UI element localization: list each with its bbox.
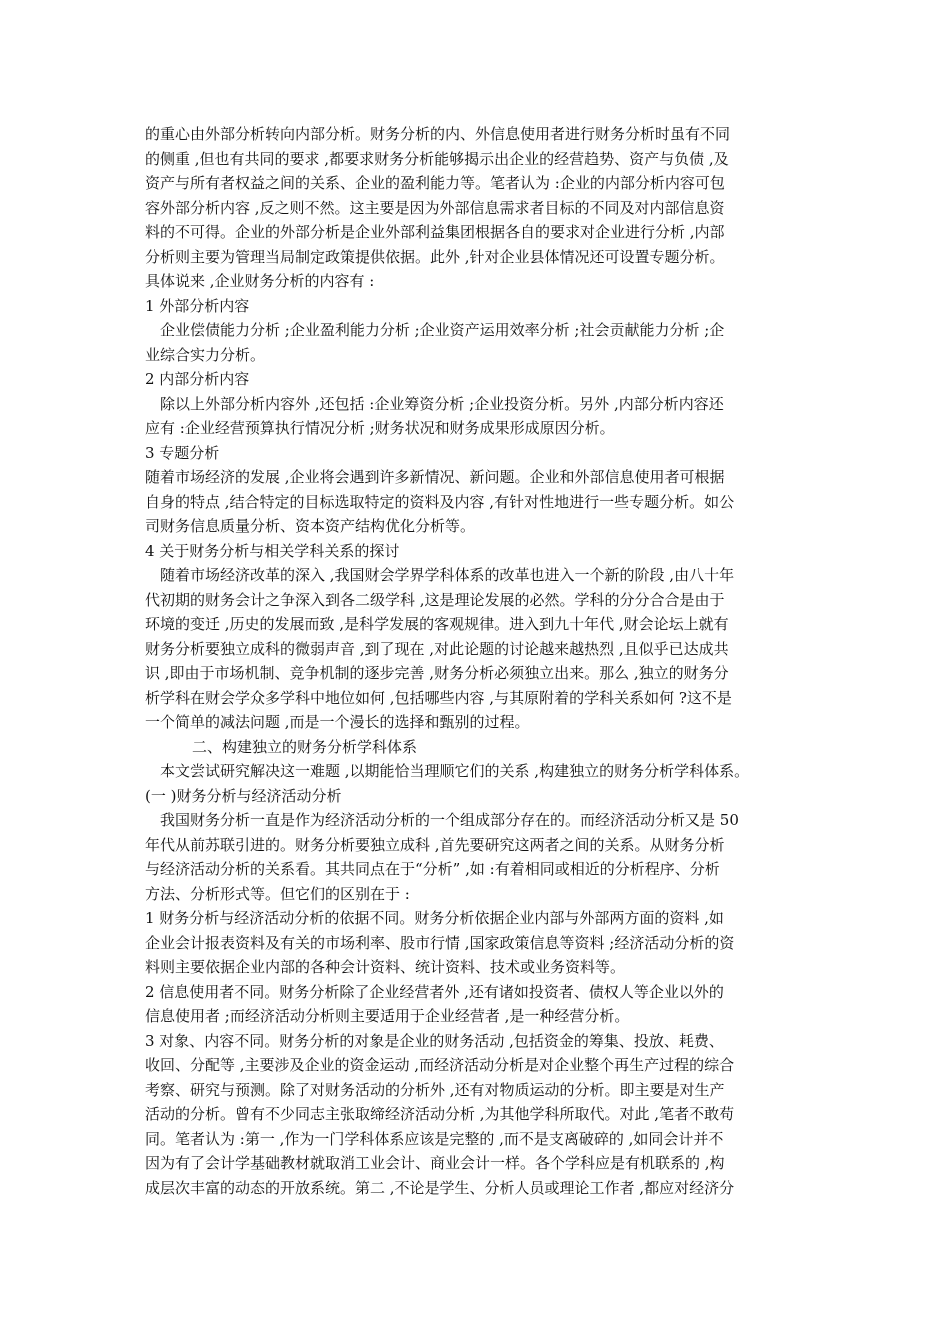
text-line: 环境的变迁 ,历史的发展而致 ,是科学发展的客观规律。进入到九十年代 ,财会论坛上就有 xyxy=(145,615,729,633)
text-line: 因为有了会计学基础教材就取消工业会计、商业会计一样。各个学科应是有机联系的 ,构 xyxy=(145,1154,725,1172)
text-line: 析学科在财会学众多学科中地位如何 ,包括哪些内容 ,与其原附着的学科关系如何 ?这不是 xyxy=(145,688,732,707)
text-line: 2 信息使用者不同。财务分析除了企业经营者外 ,还有诸如投资者、债权人等企业以外的 xyxy=(145,982,724,1001)
text-line: 1 外部分析内容 xyxy=(145,296,250,315)
text-line: 二、构建独立的财务分析学科体系 xyxy=(192,737,418,756)
text-line: 企业会计报表资料及有关的市场利率、股市行情 ,国家政策信息等资料 ;经济活动分析的资 xyxy=(145,933,735,952)
text-line: 成层次丰富的动态的开放系统。第二 ,不论是学生、分析人员或理论工作者 ,都应对经济分 xyxy=(145,1178,735,1197)
text-line: 应有 :企业经营预算执行情况分析 ;财务状况和财务成果形成原因分析。 xyxy=(145,419,615,437)
text-line: 3 专题分析 xyxy=(145,443,220,462)
text-line: 具体说来 ,企业财务分析的内容有 : xyxy=(145,272,375,290)
text-line: 收回、分配等 ,主要涉及企业的资金运动 ,而经济活动分析是对企业整个再生产过程的综合 xyxy=(145,1056,735,1074)
text-line: 年代从前苏联引进的。财务分析要独立成科 ,首先要研究这两者之间的关系。从财务分析 xyxy=(145,835,725,854)
text-line: 本文尝试研究解决这一难题 ,以期能恰当理顺它们的关系 ,构建独立的财务分析学科体系。 xyxy=(160,762,750,780)
text-line: 财务分析要独立成科的微弱声音 ,到了现在 ,对此论题的讨论越来越热烈 ,且似乎已达成共 xyxy=(145,639,729,658)
text-line: 一个简单的减法问题 ,而是一个漫长的选择和甄别的过程。 xyxy=(145,713,530,731)
text-line: 司财务信息质量分析、资本资产结构优化分析等。 xyxy=(145,517,476,535)
text-line: 料的不可得。企业的外部分析是企业外部利益集团根据各自的要求对企业进行分析 ,内部 xyxy=(145,223,725,241)
text-line: 方法、分析形式等。但它们的区别在于 : xyxy=(145,884,410,903)
text-line: 同。笔者认为 :第一 ,作为一门学科体系应该是完整的 ,而不是支离破碎的 ,如同会计并不 xyxy=(145,1129,724,1148)
text-line: 4 关于财务分析与相关学科关系的探讨 xyxy=(145,541,400,560)
document-body xyxy=(145,122,810,1200)
text-line: 分析则主要为管理当局制定政策提供依据。此外 ,针对企业县体情况还可设置专题分析。 xyxy=(145,247,725,266)
text-line: 的侧重 ,但也有共同的要求 ,都要求财务分析能够揭示出企业的经营趋势、资产与负债 ,及 xyxy=(145,149,729,168)
text-line: 业综合实力分析。 xyxy=(145,345,266,364)
text-line: 资产与所有者权益之间的关系、企业的盈利能力等。笔者认为 :企业的内部分析内容可包 xyxy=(145,174,725,192)
text-line: 3 对象、内容不同。财务分析的对象是企业的财务活动 ,包括资金的筹集、投放、耗费、 xyxy=(145,1031,724,1050)
text-line: 我国财务分析一直是作为经济活动分析的一个组成部分存在的。而经济活动分析又是 50 xyxy=(160,811,739,829)
text-line: 料则主要依据企业内部的各种会计资料、统计资料、技术或业务资料等。 xyxy=(145,958,626,976)
text-line: 随着市场经济的发展 ,企业将会遇到许多新情况、新问题。企业和外部信息使用者可根据 xyxy=(145,468,725,486)
text-line: 考察、研究与预测。除了对财务活动的分析外 ,还有对物质运动的分析。即主要是对生产 xyxy=(145,1080,725,1099)
text-line: 代初期的财务会计之争深入到各二级学科 ,这是理论发展的必然。学科的分分合合是由于 xyxy=(145,590,725,609)
text-line: 自身的特点 ,结合特定的目标选取特定的资料及内容 ,有针对性地进行一些专题分析。如公 xyxy=(145,492,735,511)
text-line: 识 ,即由于市场机制、竞争机制的逐步完善 ,财务分析必须独立出来。那么 ,独立的财务分 xyxy=(145,664,729,682)
text-line: 企业偿债能力分析 ;企业盈利能力分析 ;企业资产运用效率分析 ;社会贡献能力分析 ;企 xyxy=(160,321,725,339)
text-line: 除以上外部分析内容外 ,还包括 :企业筹资分析 ;企业投资分析。另外 ,内部分析内容还 xyxy=(160,394,724,413)
text-line: 的重心由外部分析转向内部分析。财务分析的内、外信息使用者进行财务分析时虽有不同 xyxy=(145,125,731,143)
text-line: (一 )财务分析与经济活动分析 xyxy=(145,786,342,805)
text-line: 随着市场经济改革的深入 ,我国财会学界学科体系的改革也进入一个新的阶段 ,由八十年 xyxy=(160,566,735,584)
text-line: 活动的分析。曾有不少同志主张取缔经济活动分析 ,为其他学科所取代。对此 ,笔者不敢苟 xyxy=(145,1105,735,1123)
text-line: 信息使用者 ;而经济活动分析则主要适用于企业经营者 ,是一种经营分析。 xyxy=(145,1007,630,1025)
text-line: 2 内部分析内容 xyxy=(145,370,250,388)
text-line: 容外部分析内容 ,反之则不然。这主要是因为外部信息需求者目标的不同及对内部信息资 xyxy=(145,198,725,217)
text-line: 1 财务分析与经济活动分析的依据不同。财务分析依据企业内部与外部两方面的资料 ,如 xyxy=(145,909,724,927)
text-line: 与经济活动分析的关系看。其共同点在于“分析” ,如 :有着相同或相近的分析程序、分析 xyxy=(145,860,720,878)
